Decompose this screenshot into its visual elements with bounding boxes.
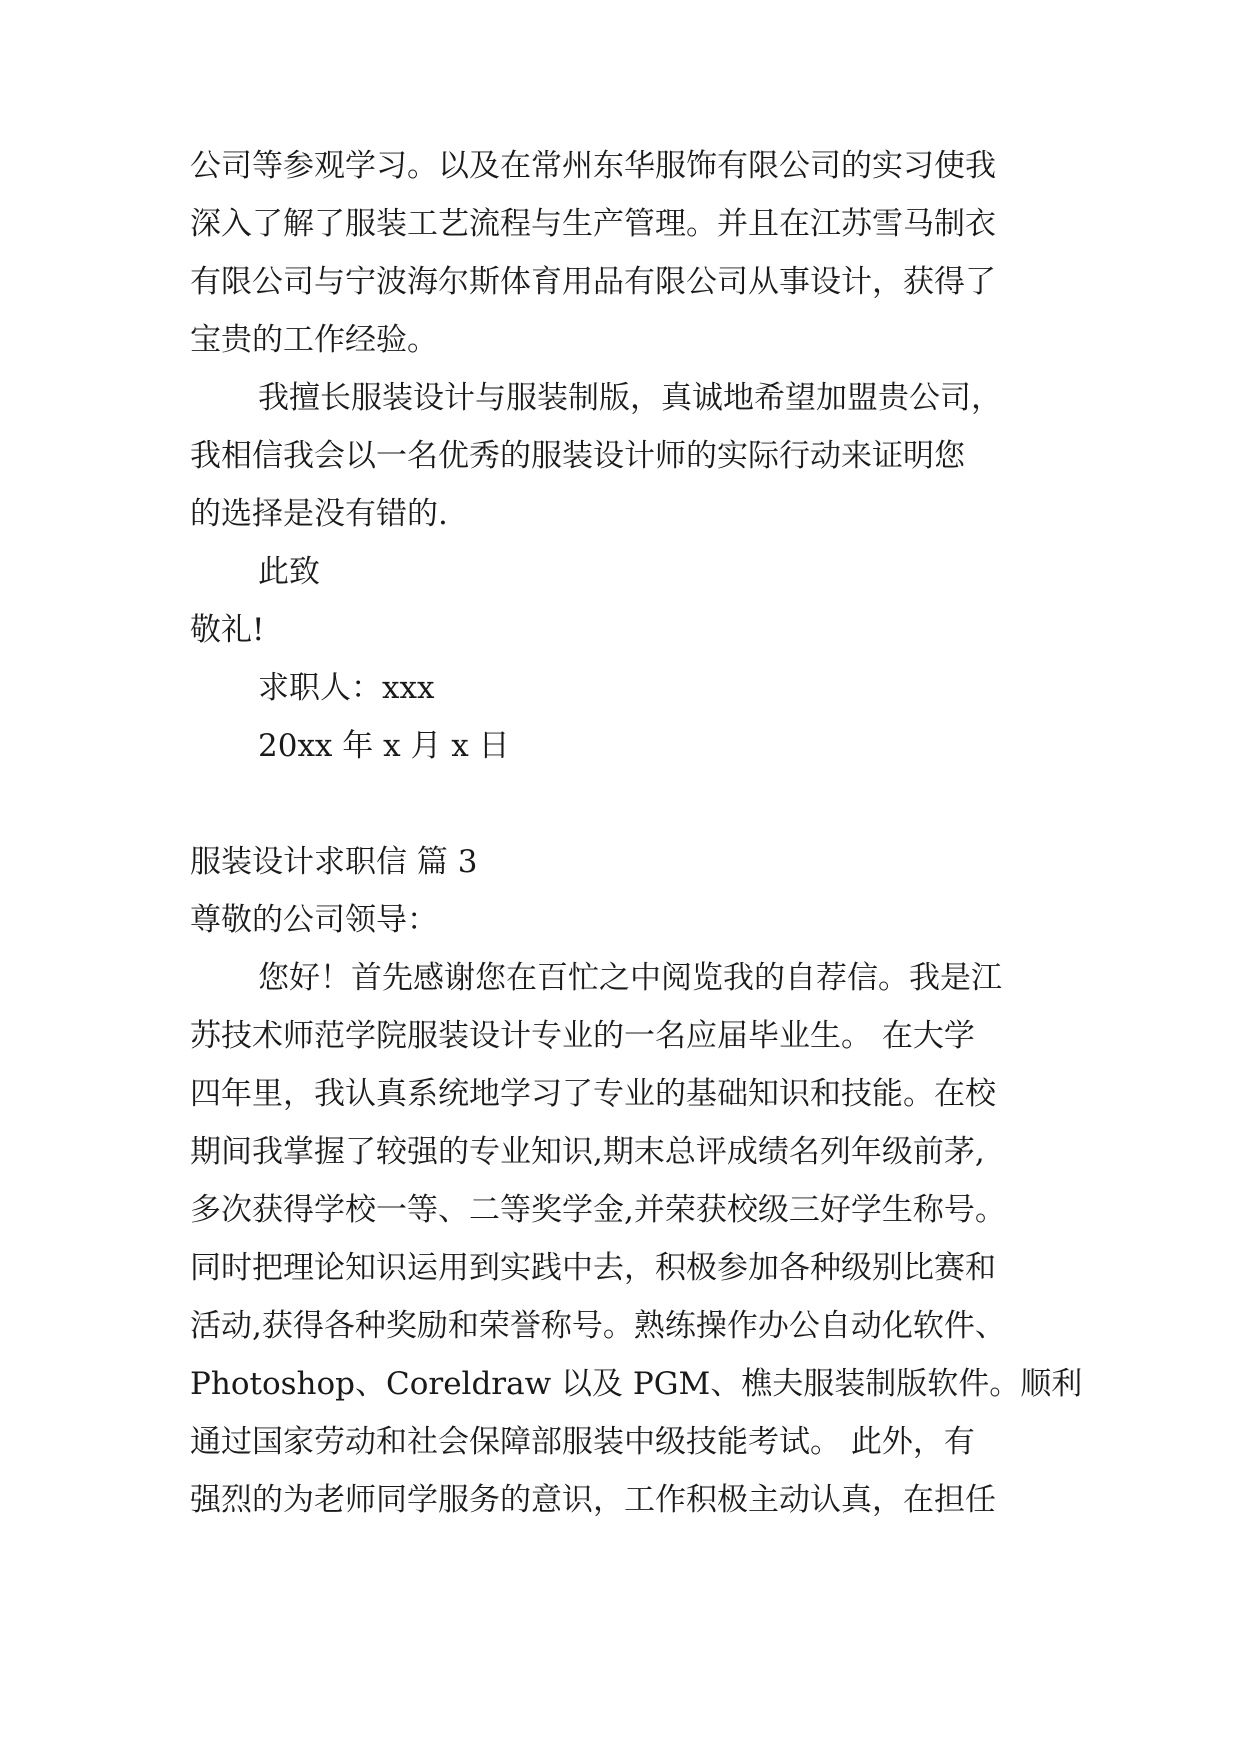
- text-line: 我擅长服装设计与服装制版，真诚地希望加盟贵公司，: [258, 380, 1002, 416]
- text-line: 有限公司与宁波海尔斯体育用品有限公司从事设计，获得了: [190, 264, 996, 300]
- text-line: 同时把理论知识运用到实践中去，积极参加各种级别比赛和: [190, 1250, 996, 1286]
- salute-line: 敬礼!: [190, 612, 265, 648]
- text-line: 的选择是没有错的.: [190, 496, 448, 532]
- greeting-line: 尊敬的公司领导：: [190, 902, 438, 938]
- signer-line: 求职人：xxx: [258, 670, 435, 706]
- text-line: 苏技术师范学院服装设计专业的一名应届毕业生。 在大学: [190, 1018, 975, 1054]
- text-line: 我相信我会以一名优秀的服装设计师的实际行动来证明您: [190, 438, 965, 474]
- text-line: 多次获得学校一等、二等奖学金,并荣获校级三好学生称号。: [190, 1192, 1006, 1228]
- text-line: 公司等参观学习。以及在常州东华服饰有限公司的实习使我: [190, 148, 996, 184]
- section-title: 服装设计求职信 篇 3: [190, 844, 478, 880]
- date-line: 20xx 年 x 月 x 日: [258, 728, 510, 764]
- text-line: 深入了解了服装工艺流程与生产管理。并且在江苏雪马制衣: [190, 206, 996, 242]
- text-line: 宝贵的工作经验。: [190, 322, 438, 358]
- text-line: Photoshop、Coreldraw 以及 PGM、樵夫服装制版软件。顺利: [190, 1366, 1083, 1402]
- text-line: 期间我掌握了较强的专业知识,期末总评成绩名列年级前茅,: [190, 1134, 985, 1170]
- text-line: 强烈的为老师同学服务的意识，工作积极主动认真，在担任: [190, 1482, 996, 1518]
- closing-line: 此致: [258, 554, 320, 590]
- text-line: 活动,获得各种奖励和荣誉称号。熟练操作办公自动化软件、: [190, 1308, 1006, 1344]
- text-line: 通过国家劳动和社会保障部服装中级技能考试。 此外，有: [190, 1424, 975, 1460]
- text-line: 您好！首先感谢您在百忙之中阅览我的自荐信。我是江: [258, 960, 1002, 996]
- text-line: 四年里，我认真系统地学习了专业的基础知识和技能。在校: [190, 1076, 996, 1112]
